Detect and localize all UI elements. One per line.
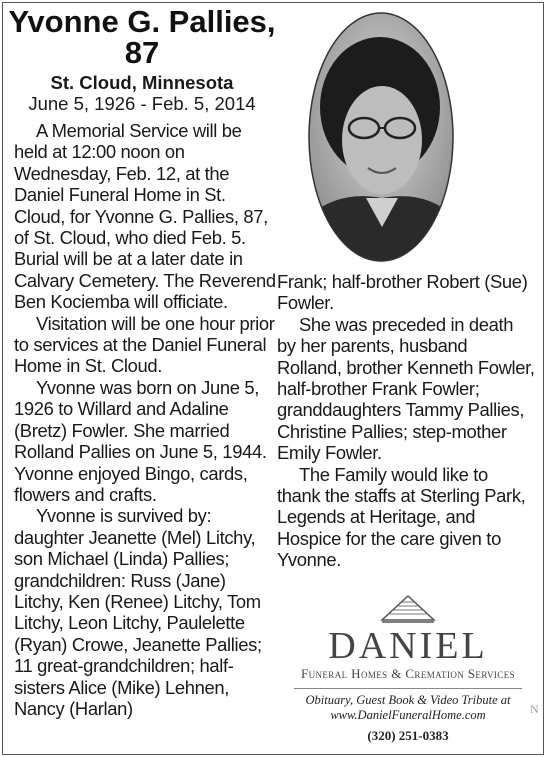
- life-dates: June 5, 1926 - Feb. 5, 2014: [28, 93, 256, 114]
- website-url: www.DanielFuneralHome.com: [330, 708, 486, 722]
- portrait-photo: [308, 12, 454, 262]
- obituary-column-2: [277, 271, 535, 571]
- survivors-paragraph: Yvonne is survived by: daughter Jeanette (Mel) Litchy, son Michael (Linda) Pallies; grandchildren: Russ (Jane) Litchy, Ken (Renee) Litchy, Tom Litchy, Leon Litchy, Paulelette (Ryan) Crowe, Jeanette Pallies; 11 great-grandchildren; half-sisters Alice (Mike) Lehnen, Nancy (Harlan): [14, 505, 262, 719]
- survivors-continuation: Frank; half-brother Robert (Sue) Fowler.: [277, 271, 528, 314]
- roof-logo-icon: [380, 594, 436, 624]
- funeral-home-logo: [286, 594, 530, 746]
- tribute-tagline: Obituary, Guest Book & Video Tribute at: [305, 693, 511, 707]
- thanks-paragraph: The Family would like to thank the staffs at Sterling Park, Legends at Heritage, and Hospice for the care given to Yvonne.: [277, 463, 526, 571]
- deceased-age: 87: [124, 35, 160, 70]
- corner-mark: N: [530, 702, 539, 716]
- obituary-subheader: [8, 72, 276, 114]
- phone-number: (320) 251-0383: [367, 728, 449, 743]
- portrait-image: [308, 12, 454, 262]
- logo-divider: [294, 688, 522, 689]
- funeral-home-subtitle: Funeral Homes & Cremation Services: [300, 666, 515, 681]
- obituary-column-1: [14, 120, 276, 719]
- service-paragraph: A Memorial Service will be held at 12:00 noon on Wednesday, Feb. 12, at the Daniel Funeral Home in St. Cloud, for Yvonne G. Pallies, 87, of St. Cloud, who died Feb. 5. Burial will be at a later date in Calvary Cemetery. The Reverend Ben Kociemba will officiate.: [14, 120, 276, 313]
- biography-paragraph: Yvonne was born on June 5, 1926 to Willard and Adaline (Bretz) Fowler. She married Rolland Pallies on June 5, 1944. Yvonne enjoyed Bingo, cards, flowers and crafts.: [14, 376, 267, 505]
- deceased-name: Yvonne G. Pallies,: [8, 4, 276, 39]
- preceded-paragraph: She was preceded in death by her parents, husband Rolland, brother Kenneth Fowler, half-brother Frank Fowler; granddaughters Tammy Pallies, Christine Pallies; step-mother Emily Fowler.: [277, 313, 535, 464]
- location: St. Cloud, Minnesota: [50, 72, 234, 93]
- funeral-home-name: DANIEL: [328, 625, 488, 667]
- visitation-paragraph: Visitation will be one hour prior to services at the Daniel Funeral Home in St. Cloud.: [14, 312, 275, 377]
- obituary-header: [8, 6, 276, 68]
